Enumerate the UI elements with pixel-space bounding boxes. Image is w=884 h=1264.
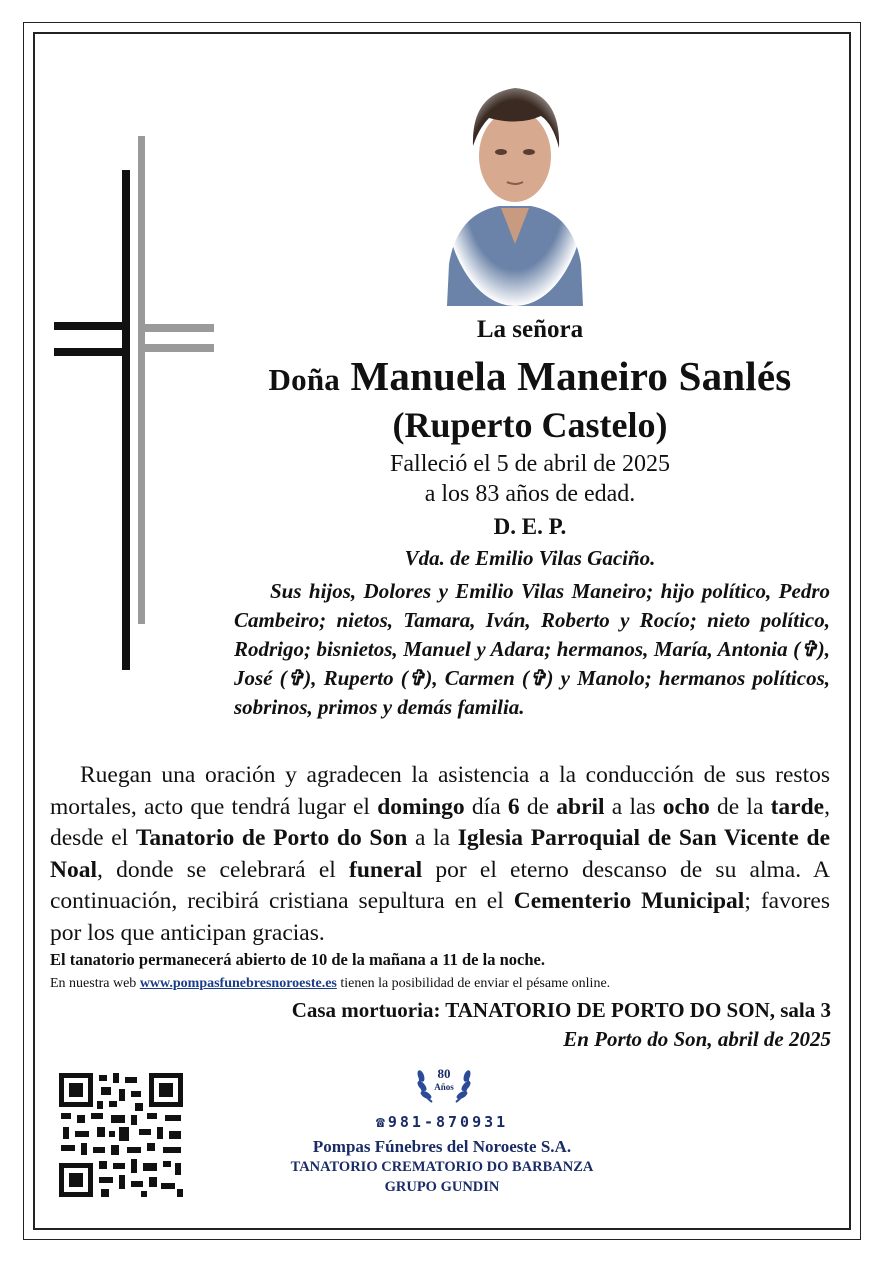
phone-number[interactable]: ☎981-870931 (375, 1113, 509, 1131)
company-subtitle: TANATORIO CREMATORIO DO BARBANZA (290, 1159, 594, 1175)
qr-code[interactable] (57, 1071, 185, 1199)
family-list: Sus hijos, Dolores y Emilio Vilas Maneiro; hijo político, Pedro Cambeiro; nietos, Tamara, Iván, Roberto y Rocío; nieto político, Rodrigo; bisnietos, Manuel y Adara; hermanos, María, Antonia (✞), José (✞), Ruperto (✞), Carmen (✞) y Manolo; hermanos políticos, sobrinos, primos y demás familia. (234, 579, 830, 719)
honorific: Doña (268, 362, 340, 397)
company-group: GRUPO GUNDIN (384, 1179, 500, 1195)
portrait-photo (443, 64, 587, 306)
alias: (Ruperto Castelo) (392, 405, 668, 445)
cross-icon (52, 136, 217, 676)
widow-line: Vda. de Emilio Vilas Gaciño. (404, 546, 656, 570)
company-name: Pompas Fúnebres del Noroeste S.A. (312, 1137, 572, 1156)
full-name: Manuela Maneiro Sanlés (350, 353, 792, 399)
rip-text: D. E. P. (493, 514, 567, 539)
badge-number: 80 (437, 1066, 451, 1081)
place-date: En Porto do Son, abril de 2025 (563, 1027, 831, 1051)
opening-hours: El tanatorio permanecerá abierto de 10 de la mañana a 11 de la noche. (50, 950, 545, 969)
intro-text: La señora (476, 316, 584, 343)
age-line: a los 83 años de edad. (424, 481, 636, 507)
website-link[interactable]: www.pompasfunebresnoroeste.es (139, 976, 337, 991)
badge-label: Años (434, 1082, 454, 1092)
funeral-details: Ruegan una oración y agradecen la asistencia a la conducción de sus restos mortales, acto que tendrá lugar el domingo día 6 de abril a las ocho de la tarde, desde el Tanatorio de Porto do Son a la Iglesia Parroquial de San Vicente de Noal, donde se celebrará el funeral por el eterno descanso de su alma. A continuación, recibirá cristiana sepultura en el Cementerio Municipal; favores por los que anticipan gracias. (50, 762, 831, 946)
web-notice: En nuestra web www.pompasfunebresnoroeste.es tienen la posibilidad de enviar el pésame online. (50, 976, 611, 991)
deceased-name (230, 352, 830, 400)
mortuary-location: Casa mortuoria: TANATORIO DE PORTO DO SON, sala 3 (291, 998, 831, 1022)
laurel-badge-icon (412, 1056, 476, 1108)
death-date: Falleció el 5 de abril de 2025 (390, 451, 670, 477)
